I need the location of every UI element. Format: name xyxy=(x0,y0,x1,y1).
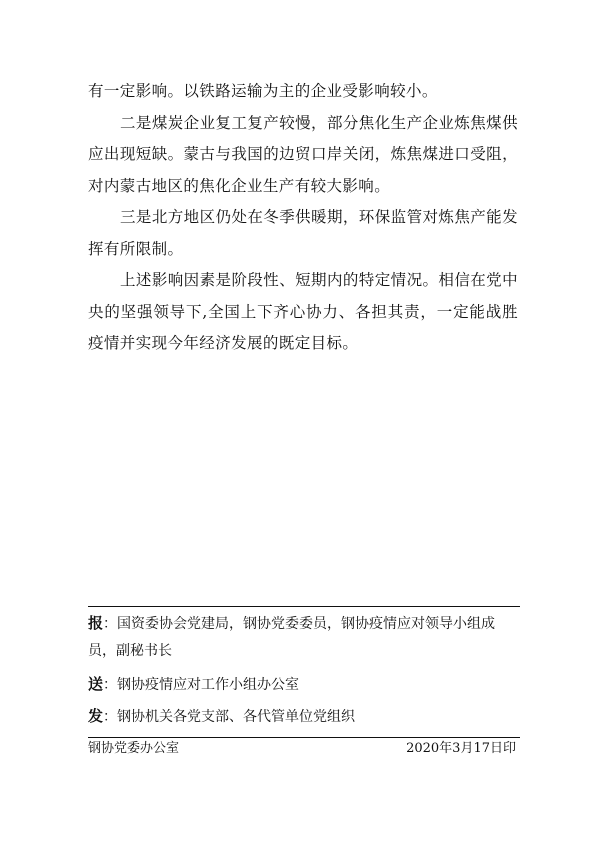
paragraph-2: 二是煤炭企业复工复产较慢，部分焦化生产企业炼焦煤供应出现短缺。蒙古与我国的边贸口岸关闭，炼焦煤进口受阻，对内蒙古地区的焦化企业生产有较大影响。 xyxy=(88,113,518,195)
issue-to-text: 钢协机关各党支部、各代管单位党组织 xyxy=(117,709,356,725)
paragraph-3: 三是北方地区仍处在冬季供暖期，环保监管对炼焦产能发挥有所限制。 xyxy=(88,208,518,258)
report-to-row xyxy=(88,607,520,665)
print-date: 2020年3月17日印 xyxy=(406,741,516,756)
send-to-separator: ： xyxy=(103,677,118,693)
body-text xyxy=(88,76,518,360)
paragraph-1: 有一定影响。以铁路运输为主的企业受影响较小。 xyxy=(88,82,438,100)
issue-to-label: 发 xyxy=(88,707,104,725)
issue-to-row xyxy=(88,699,520,737)
report-to-label: 报 xyxy=(88,614,104,632)
issue-to-separator: ： xyxy=(103,709,118,725)
issuing-office: 钢协党委办公室 xyxy=(88,741,180,756)
send-to-row xyxy=(88,665,520,699)
send-to-text: 钢协疫情应对工作小组办公室 xyxy=(117,677,300,693)
report-to-text: 国资委协会党建局，钢协党委委员，钢协疫情应对领导小组成员，副秘书长 xyxy=(88,616,496,659)
send-to-label: 送 xyxy=(88,675,104,693)
distribution-list xyxy=(88,606,520,738)
report-to-separator: ： xyxy=(103,616,118,632)
paragraph-4: 上述影响因素是阶段性、短期内的特定情况。相信在党中央的坚强领导下,全国上下齐心协力、各担其责，一定能战胜疫情并实现今年经济发展的既定目标。 xyxy=(88,271,518,352)
